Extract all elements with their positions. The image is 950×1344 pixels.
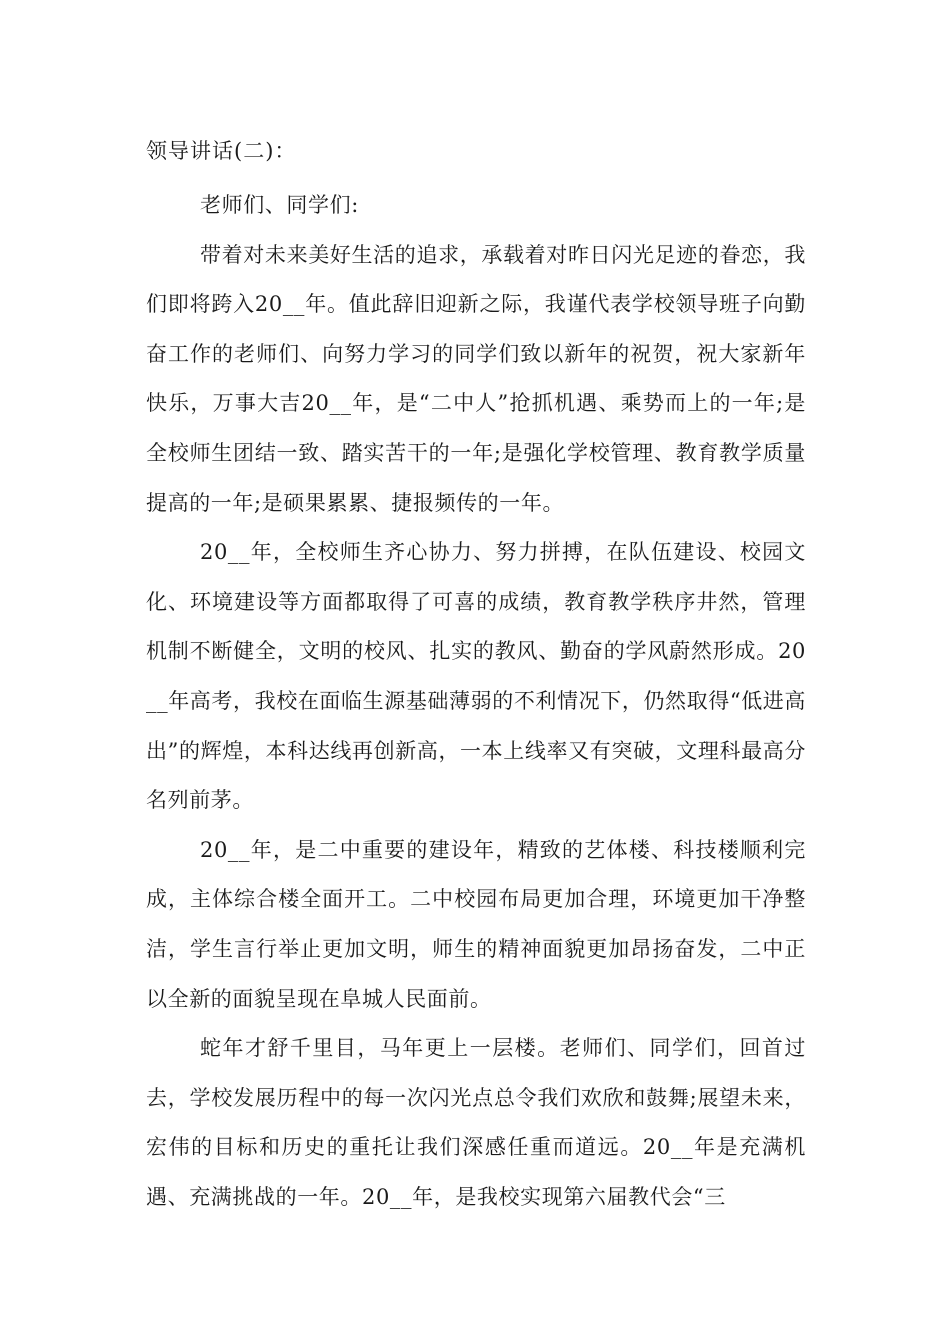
document-body: [146, 181, 806, 1222]
document-heading: 领导讲话(二)：: [146, 139, 297, 163]
body-paragraph-3: 20__年，是二中重要的建设年，精致的艺体楼、科技楼顺利完成，主体综合楼全面开工。二中校园布局更加合理，环境更加干净整洁，学生言行举止更加文明，师生的精神面貌更加昂扬奋发，二中正以全新的面貌呈现在阜城人民面前。: [146, 837, 806, 1011]
greeting-paragraph: 老师们、同学们:: [200, 193, 359, 217]
body-paragraph-1: 带着对未来美好生活的追求，承载着对昨日闪光足迹的眷恋，我们即将跨入20__年。值此辞旧迎新之际，我谨代表学校领导班子向勤奋工作的老师们、向努力学习的同学们致以新年的祝贺，祝大家新年快乐，万事大吉20__年，是“二中人”抢抓机遇、乘势而上的一年;是全校师生团结一致、踏实苦干的一年;是强化学校管理、教育教学质量提高的一年;是硕果累累、捷报频传的一年。: [146, 242, 806, 515]
body-paragraph-2: 20__年，全校师生齐心协力、努力拼搏，在队伍建设、校园文化、环境建设等方面都取得了可喜的成绩，教育教学秩序井然，管理机制不断健全，文明的校风、扎实的教风、勤奋的学风蔚然形成。20__年高考，我校在面临生源基础薄弱的不利情况下，仍然取得“低进高出”的辉煌，本科达线再创新高，一本上线率又有突破，文理科最高分名列前茅。: [146, 540, 806, 813]
body-paragraph-4: 蛇年才舒千里目，马年更上一层楼。老师们、同学们，回首过去，学校发展历程中的每一次闪光点总令我们欢欣和鼓舞;展望未来，宏伟的目标和历史的重托让我们深感任重而道远。20__年是充满机遇、充满挑战的一年。20__年，是我校实现第六届教代会“三: [146, 1036, 806, 1209]
